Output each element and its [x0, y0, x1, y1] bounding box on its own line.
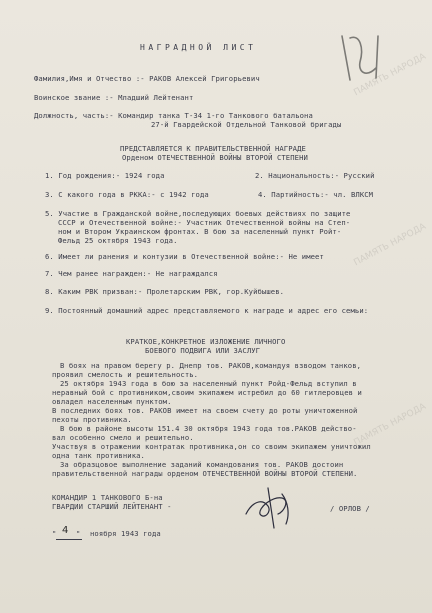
summary-line: правительственной награды орденом ОТЕЧЕСТВЕННОЙ ВОЙНЫ ВТОРОЙ СТЕПЕНИ.: [52, 469, 358, 478]
field-home-address: 9. Постоянный домашний адрес представляемого к награде и адрес его семьи:: [45, 306, 369, 315]
summary-line: В бою в районе высоты 151.4 30 октября 1943 года тов.РАКОВ действо-: [60, 424, 357, 433]
summary-line: 25 октября 1943 года в бою за населенный пункт Ройд-Фельд вступил в: [60, 379, 357, 388]
position-line-2: 27-й Гвардейской Отдельной Танковой бригады: [151, 120, 342, 129]
watermark: ПАМЯТЬ НАРОДА: [352, 221, 428, 269]
field-participation-1: 5. Участие в Гражданской войне,последующих боевых действиях по защите: [45, 209, 351, 218]
watermark: ПАМЯТЬ НАРОДА: [352, 51, 428, 99]
date-day: 4: [62, 525, 69, 536]
document-title: НАГРАДНОЙ ЛИСТ: [140, 43, 257, 52]
field-nationality: 2. Национальность:- Русский: [255, 171, 375, 180]
summary-heading-2: БОЕВОГО ПОДВИГА ИЛИ ЗАСЛУГ: [145, 346, 261, 355]
nomination-line-2: Орденом ОТЕЧЕСТВЕННОЙ ВОЙНЫ ВТОРОЙ СТЕПЕНИ: [122, 153, 308, 162]
summary-line: В последних боях тов. РАКОВ имеет на своем счету до роты уничтоженной: [52, 406, 358, 415]
field-party: 4. Партийность:- чл. ВЛКСМ: [258, 190, 374, 199]
date-rest: ноября 1943 года: [90, 529, 161, 538]
handwritten-signature: [238, 484, 308, 530]
name-line: Фамилия,Имя и Отчество :- РАКОВ Алексей Григорьевич: [34, 74, 260, 83]
field-wounds: 6. Имеет ли ранения и контузии в Отечественной войне:- Не имеет: [45, 252, 324, 261]
signer-name: / ОРЛОВ /: [330, 504, 370, 513]
field-participation-2: СССР и Отечественной войне:- Участник Отечественной войны на Степ-: [58, 218, 351, 227]
date-quote-open: ": [52, 529, 57, 538]
date-underline: [56, 539, 82, 540]
signer-position: КОМАНДИР 1 ТАНКОВОГО Б-на: [52, 493, 163, 502]
summary-heading-1: КРАТКОЕ,КОНКРЕТНОЕ ИЗЛОЖЕНИЕ ЛИЧНОГО: [126, 337, 286, 346]
summary-line: овладел населенным пунктом.: [52, 397, 172, 406]
summary-line: одна танк противника.: [52, 451, 145, 460]
field-participation-4: Фельд 25 октября 1943 года.: [58, 236, 178, 245]
summary-line: В боях на правом берегу р. Днепр тов. РАКОВ,командуя взводом танков,: [60, 361, 362, 370]
summary-line: проявил смелость и решительность.: [52, 370, 199, 379]
summary-line: Участвуя в отражении контратак противника,он со своим экипажем уничтожил: [52, 442, 371, 451]
date-quote-close: ": [76, 529, 81, 538]
field-prior-awards: 7. Чем ранее награжден:- Не награждался: [45, 269, 218, 278]
field-army-since: 3. С какого года в РККА:- с 1942 года: [45, 190, 209, 199]
summary-line: неравный бой с противником,своим экипажем истребил до 60 гитлеровцев и: [52, 388, 362, 397]
position-line-1: Должность, часть:- Командир танка Т-34 1-го Танкового батальона: [34, 111, 313, 120]
nomination-line-1: ПРЕДСТАВЛЯЕТСЯ К ПРАВИТЕЛЬСТВЕННОЙ НАГРАДЕ: [120, 144, 306, 153]
field-birth-year: 1. Год рождения:- 1924 года: [45, 171, 165, 180]
handwritten-mark: [320, 28, 410, 88]
field-participation-3: ном и Втором Украинском фронтах. В бою за населенный пункт Ройт-: [58, 227, 342, 236]
signer-rank: ГВАРДИИ СТАРШИЙ ЛЕЙТЕНАНТ -: [52, 502, 172, 511]
summary-line: пехоты противника.: [52, 415, 132, 424]
field-draft-office: 8. Каким РВК призван:- Пролетарским РВК, гор.Куйбышев.: [45, 287, 285, 296]
rank-line: Воинское звание :- Младший Лейтенант: [34, 93, 194, 102]
watermark: ПАМЯТЬ НАРОДА: [352, 401, 428, 449]
summary-line: вал особенно смело и решительно.: [52, 433, 194, 442]
summary-line: За образцовое выполнение заданий командования тов. РАКОВ достоин: [60, 460, 344, 469]
